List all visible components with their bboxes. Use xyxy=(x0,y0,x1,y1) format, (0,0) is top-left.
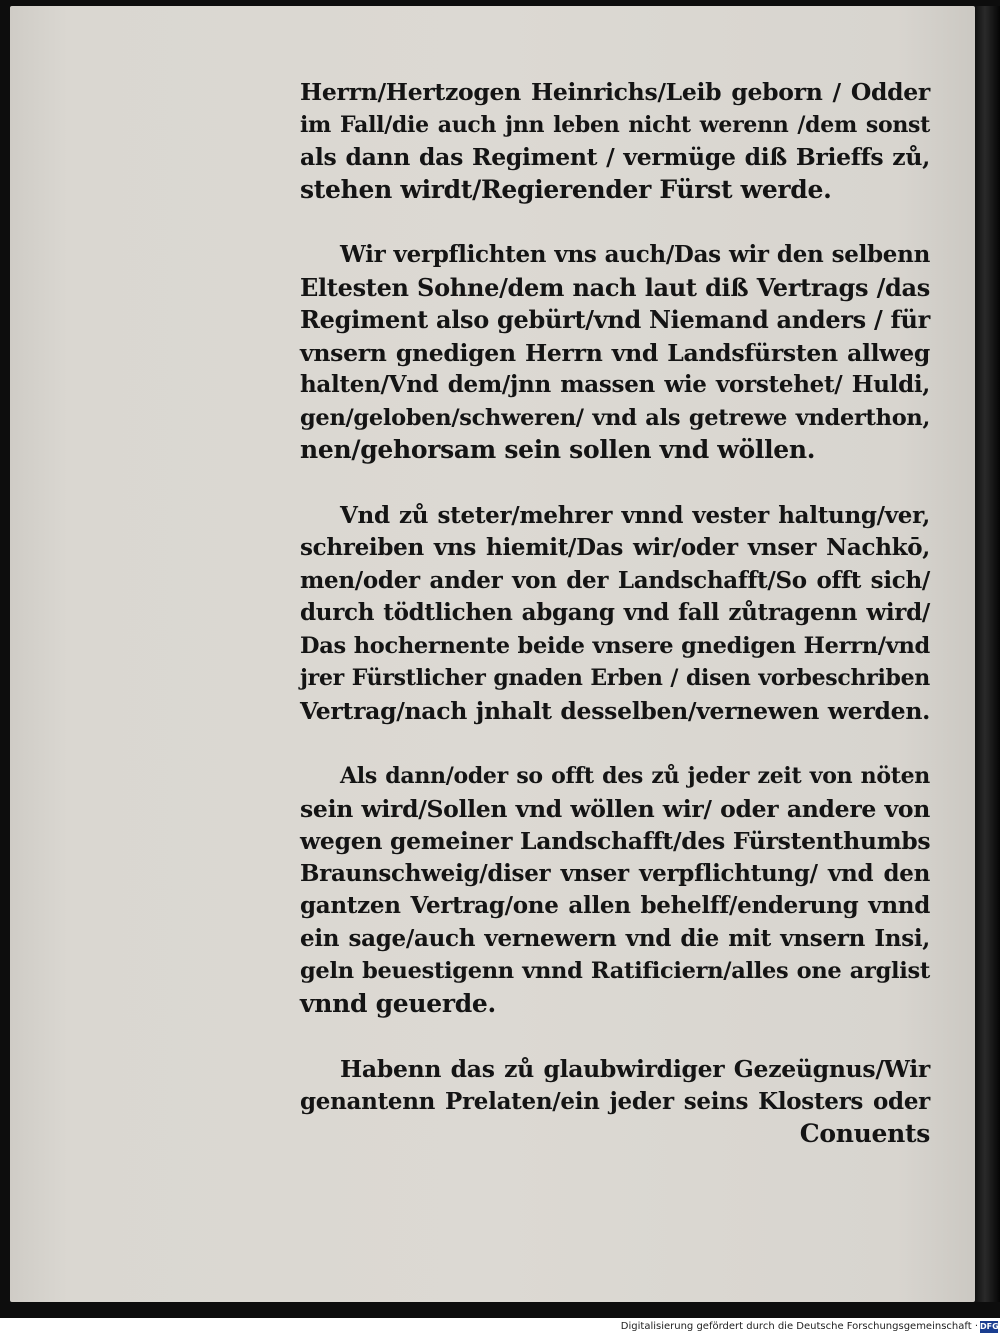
footer-bar xyxy=(0,1318,1000,1338)
paragraph xyxy=(300,239,930,467)
catchword: Conuents xyxy=(799,1119,930,1148)
text-line: Eltesten Sohne/dem nach laut diß Vertrags /das xyxy=(300,272,930,302)
text-line: vnnd geuerde. xyxy=(300,988,496,1018)
dfg-logo-icon: DFG xyxy=(980,1322,999,1331)
text-line: stehen wirdt/Regierender Fürst werde. xyxy=(300,174,832,204)
footer-credit: Digitalisierung gefördert durch die Deutsche Forschungsgemeinschaft · xyxy=(620,1321,978,1332)
text-line: genantenn Prelaten/ein jeder seins Klosters oder xyxy=(300,1087,930,1115)
text-line: wegen gemeiner Landschafft/des Fürstenthumbs xyxy=(300,827,931,855)
text-line: Vnd zů steter/mehrer vnnd vester haltung/ver, xyxy=(340,501,930,529)
paragraph xyxy=(300,76,930,206)
text-line: gantzen Vertrag/one allen behelff/enderung vnnd xyxy=(300,892,930,919)
paragraph xyxy=(300,760,930,1020)
text-line: Herrn/Hertzogen Heinrichs/Leib geborn / Odder xyxy=(300,78,930,106)
page-text xyxy=(300,76,930,1151)
text-line: halten/Vnd dem/jnn massen wie vorstehet/ Huldi, xyxy=(300,371,930,398)
page-edge xyxy=(975,6,1000,1302)
text-line: Habenn das zů glaubwirdiger Gezeügnus/Wir xyxy=(340,1055,930,1083)
paragraph xyxy=(300,1053,930,1118)
text-line: im Fall/die auch jnn leben nicht werenn /dem sonst xyxy=(300,111,930,138)
text-line: Vertrag/nach jnhalt desselben/vernewen werden. xyxy=(300,696,930,725)
text-line: sein wird/Sollen vnd wöllen wir/ oder andere von xyxy=(300,794,930,823)
text-line: als dann das Regiment / vermüge diß Brieffs zů, xyxy=(300,143,930,171)
text-line: Regiment also gebürt/vnd Niemand anders / für xyxy=(300,305,930,334)
text-line: ein sage/auch vernewern vnd die mit vnsern Insi, xyxy=(300,924,930,952)
text-line: Braunschweig/diser vnser verpflichtung/ vnd den xyxy=(300,859,930,887)
text-line: vnsern gnedigen Herrn vnd Landsfürsten allweg xyxy=(300,338,930,367)
text-line: jrer Fürstlicher gnaden Erben / disen vorbeschriben xyxy=(300,665,930,691)
text-line: gen/geloben/schweren/ vnd als getrewe vnderthon, xyxy=(300,404,930,431)
text-line: Als dann/oder so offt des zů jeder zeit von nöten xyxy=(340,763,930,789)
text-line: geln beuestigenn vnnd Ratificiern/alles one arglist xyxy=(300,958,930,984)
text-line: men/oder ander von der Landschafft/So offt sich/ xyxy=(300,566,930,594)
text-line: Wir verpflichten vns auch/Das wir den selbenn xyxy=(340,241,930,268)
paragraph xyxy=(300,500,930,728)
text-line: Das hochernente beide vnsere gnedigen Herrn/vnd xyxy=(300,632,930,659)
text-line: durch tödtlichen abgang vnd fall zůtragenn wird/ xyxy=(300,599,930,626)
text-line: schreiben vns hiemit/Das wir/oder vnser Nachkō, xyxy=(300,534,930,561)
text-line: nen/gehorsam sein sollen vnd wöllen. xyxy=(300,435,816,464)
